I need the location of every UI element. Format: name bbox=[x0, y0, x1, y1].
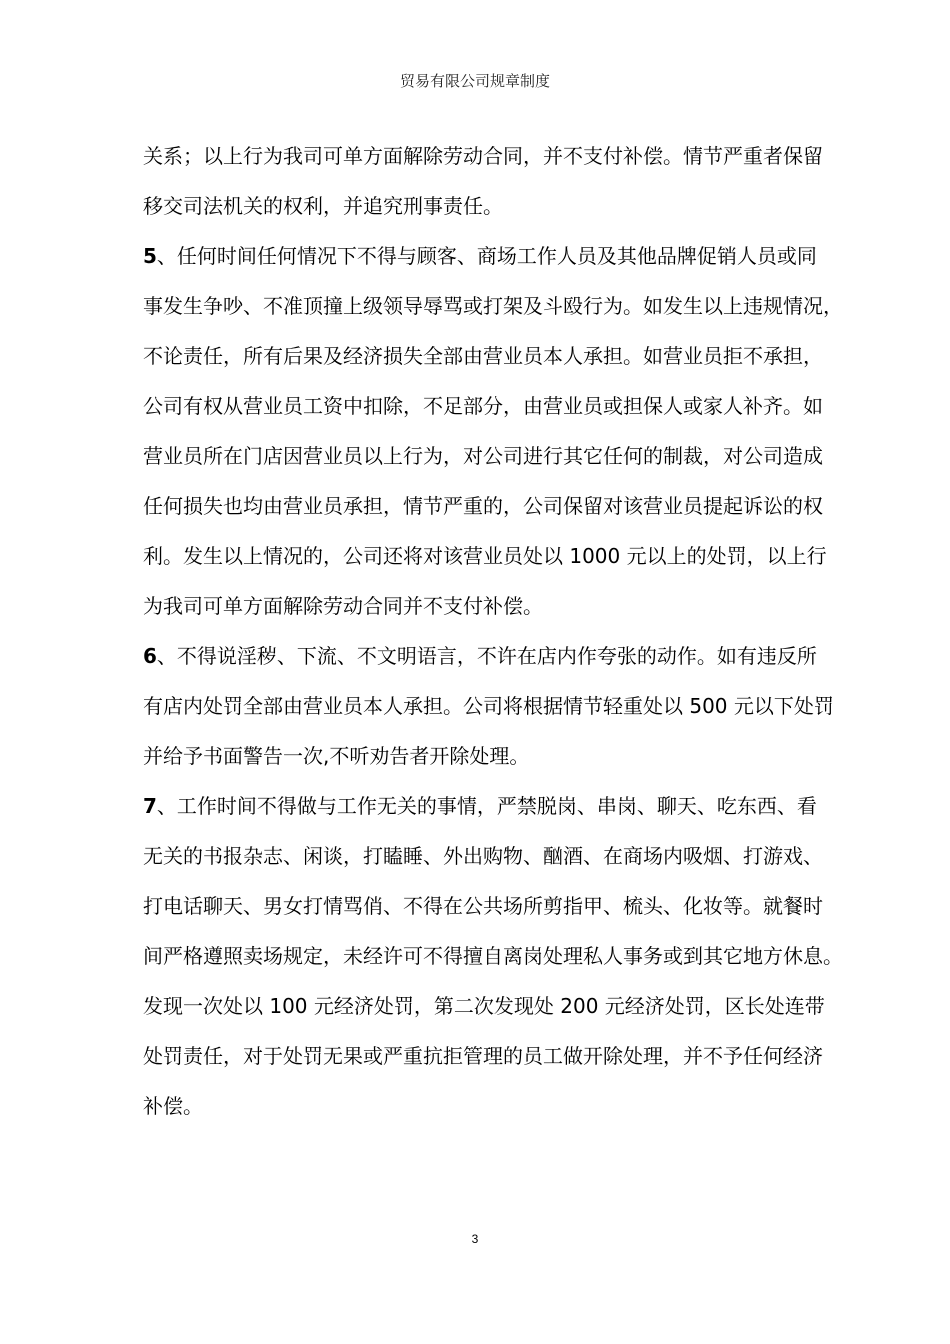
text-line: 无关的书报杂志、闲谈，打瞌睡、外出购物、酗酒、在商场内吸烟、打游戏、 bbox=[143, 844, 823, 868]
text-line: 利。发生以上情况的，公司还将对该营业员处以 1000 元以上的处罚，以上行 bbox=[143, 544, 827, 568]
text-line: 补偿。 bbox=[143, 1094, 203, 1118]
page-number: 3 bbox=[471, 1232, 479, 1246]
text-line bbox=[143, 781, 823, 831]
text-line: 打电话聊天、男女打情骂俏、不得在公共场所剪指甲、梳头、化妆等。就餐时 bbox=[143, 894, 823, 918]
text-line: 移交司法机关的权利，并追究刑事责任。 bbox=[143, 194, 503, 218]
paragraph-item-6 bbox=[143, 631, 834, 781]
paragraph-item-7 bbox=[143, 781, 843, 1131]
text-line: 处罚责任，对于处罚无果或严重抗拒管理的员工做开除处理，并不予任何经济 bbox=[143, 1044, 823, 1068]
text-line bbox=[143, 231, 823, 281]
document-header-title: 贸易有限公司规章制度 bbox=[399, 72, 550, 90]
text-fragment: 、不得说淫秽、下流、不文明语言，不许在店内作夸张的动作。如有违反所 bbox=[156, 644, 817, 668]
text-line: 任何损失也均由营业员承担，情节严重的，公司保留对该营业员提起诉讼的权 bbox=[143, 494, 823, 518]
paragraph bbox=[143, 131, 823, 231]
text-fragment: 、工作时间不得做与工作无关的事情，严禁脱岗、串岗、聊天、吃东西、看 bbox=[156, 794, 817, 818]
item-number: 6 bbox=[143, 644, 157, 668]
item-number: 5 bbox=[143, 244, 157, 268]
text-line bbox=[143, 631, 823, 681]
text-line: 公司有权从营业员工资中扣除，不足部分，由营业员或担保人或家人补齐。如 bbox=[143, 394, 823, 418]
text-fragment: 、任何时间任何情况下不得与顾客、商场工作人员及其他品牌促销人员或同 bbox=[156, 244, 817, 268]
document-body bbox=[143, 131, 843, 1131]
text-line: 事发生争吵、不准顶撞上级领导辱骂或打架及斗殴行为。如发生以上违规情况， bbox=[143, 294, 843, 318]
text-line: 间严格遵照卖场规定，未经许可不得擅自离岗处理私人事务或到其它地方休息。 bbox=[143, 944, 843, 968]
text-line: 不论责任，所有后果及经济损失全部由营业员本人承担。如营业员拒不承担， bbox=[143, 344, 823, 368]
text-line: 发现一次处以 100 元经济处罚，第二次发现处 200 元经济处罚，区长处连带 bbox=[143, 994, 825, 1018]
text-line: 营业员所在门店因营业员以上行为，对公司进行其它任何的制裁，对公司造成 bbox=[143, 444, 823, 468]
text-line: 并给予书面警告一次,不听劝告者开除处理。 bbox=[143, 744, 530, 768]
text-line: 为我司可单方面解除劳动合同并不支付补偿。 bbox=[143, 594, 543, 618]
text-line: 关系；以上行为我司可单方面解除劳动合同，并不支付补偿。情节严重者保留 bbox=[143, 144, 823, 168]
text-line: 有店内处罚全部由营业员本人承担。公司将根据情节轻重处以 500 元以下处罚 bbox=[143, 694, 834, 718]
item-number: 7 bbox=[143, 794, 157, 818]
paragraph-item-5 bbox=[143, 231, 843, 631]
